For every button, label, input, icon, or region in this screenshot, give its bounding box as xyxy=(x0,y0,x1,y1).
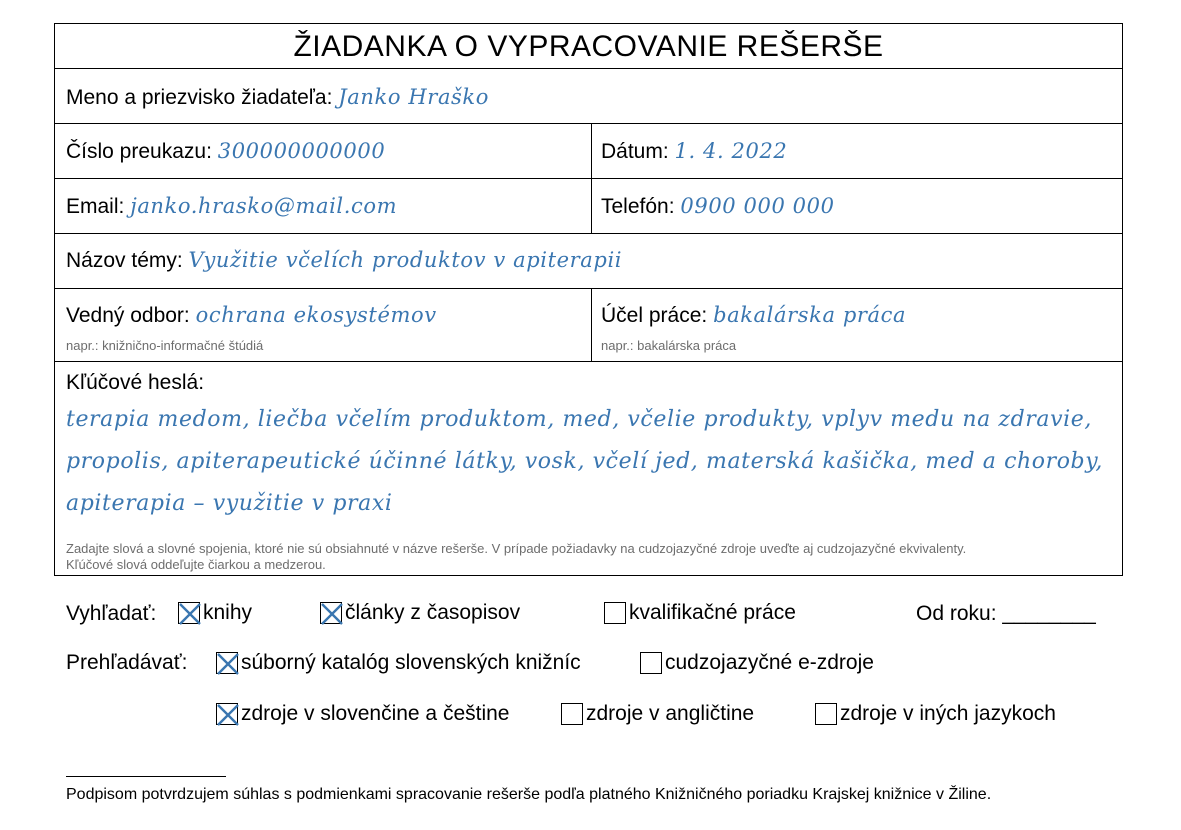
keywords-line[interactable]: apiterapia – využitie v praxi xyxy=(66,491,393,516)
checkbox-books[interactable] xyxy=(178,601,252,625)
checkbox-checked-icon[interactable] xyxy=(178,602,200,624)
column-divider xyxy=(591,179,592,233)
checkbox-label: zdroje v slovenčine a češtine xyxy=(241,702,510,725)
search-label: Vyhľadať: xyxy=(66,602,157,625)
checkbox-journal-articles[interactable] xyxy=(320,601,520,625)
purpose-label: Účel práce: xyxy=(601,304,708,327)
checkbox-label: zdroje v angličtine xyxy=(586,702,755,725)
form-title: ŽIADANKA O VYPRACOVANIE REŠERŠE xyxy=(55,24,1122,69)
keywords-note: Kľúčové slová oddeľujte čiarkou a medzerou. xyxy=(66,557,326,572)
purpose-field[interactable]: bakalárska práca xyxy=(713,303,907,327)
name-field[interactable]: Janko Hraško xyxy=(338,85,490,109)
checkbox-label: knihy xyxy=(203,601,253,624)
keywords-note: Zadajte slová a slovné spojenia, ktoré nie sú obsiahnuté v názve rešerše. V prípade požiadavky na cudzojazyčné zdroje uveďte aj cudzojazyčné ekvivalenty. xyxy=(66,541,967,556)
purpose-hint: napr.: bakalárska práca xyxy=(601,338,737,353)
consent-text: Podpisom potvrdzujem súhlas s podmienkami spracovanie rešerše podľa platného Knižničného poriadku Krajskej knižnice v Žiline. xyxy=(66,786,992,803)
checkbox-foreign-eresources[interactable] xyxy=(640,651,874,675)
checkbox-other-language-sources[interactable] xyxy=(815,702,1056,726)
keywords-line[interactable]: propolis, apiterapeutické účinné látky, vosk, včelí jed, materská kašička, med a choroby, xyxy=(66,449,1103,474)
request-form xyxy=(54,23,1123,576)
email-field[interactable]: janko.hrasko@mail.com xyxy=(130,194,398,218)
card-number-field[interactable]: 300000000000 xyxy=(217,139,386,163)
checkbox-label: zdroje v iných jazykoch xyxy=(840,702,1056,725)
checkbox-label: články z časopisov xyxy=(345,601,521,624)
checkbox-checked-icon[interactable] xyxy=(320,602,342,624)
date-field[interactable]: 1. 4. 2022 xyxy=(674,139,788,163)
field-hint: napr.: knižnično-informačné štúdiá xyxy=(66,338,264,353)
email-label: Email: xyxy=(66,195,125,218)
checkbox-checked-icon[interactable] xyxy=(216,703,238,725)
browse-label: Prehľadávať: xyxy=(66,651,188,674)
phone-field[interactable]: 0900 000 000 xyxy=(680,194,835,218)
column-divider xyxy=(591,124,592,178)
checkbox-label: súborný katalóg slovenských knižníc xyxy=(241,651,581,674)
card-date-row xyxy=(55,124,1122,179)
keywords-row xyxy=(55,362,1122,577)
checkbox-label: kvalifikačné práce xyxy=(629,601,796,624)
keywords-line[interactable]: terapia medom, liečba včelím produktom, med, včelie produkty, vplyv medu na zdravie, xyxy=(66,407,1092,432)
checkbox-empty-icon[interactable] xyxy=(815,703,837,725)
topic-label: Názov témy: xyxy=(66,249,183,272)
signature-line[interactable] xyxy=(66,776,226,777)
card-label: Číslo preukazu: xyxy=(66,140,212,163)
checkbox-empty-icon[interactable] xyxy=(561,703,583,725)
column-divider xyxy=(591,289,592,361)
phone-label: Telefón: xyxy=(601,195,675,218)
topic-field[interactable]: Využitie včelích produktov v apiterapii xyxy=(188,248,623,272)
field-of-study-field[interactable]: ochrana ekosystémov xyxy=(195,303,437,327)
checkbox-english-sources[interactable] xyxy=(561,702,754,726)
field-label: Vedný odbor: xyxy=(66,304,190,327)
email-phone-row xyxy=(55,179,1122,234)
field-purpose-row xyxy=(55,289,1122,362)
checkbox-union-catalog[interactable] xyxy=(216,651,581,675)
name-label: Meno a priezvisko žiadateľa: xyxy=(66,86,333,109)
checkbox-sk-cz-sources[interactable] xyxy=(216,702,509,726)
checkbox-empty-icon[interactable] xyxy=(604,602,626,624)
from-year-field[interactable]: Od roku: ________ xyxy=(916,602,1096,625)
date-label: Dátum: xyxy=(601,140,669,163)
keywords-label: Kľúčové heslá: xyxy=(66,371,205,394)
checkbox-theses[interactable] xyxy=(604,601,796,625)
checkbox-checked-icon[interactable] xyxy=(216,652,238,674)
topic-row xyxy=(55,234,1122,289)
name-row xyxy=(55,69,1122,124)
checkbox-empty-icon[interactable] xyxy=(640,652,662,674)
checkbox-label: cudzojazyčné e-zdroje xyxy=(665,651,874,674)
